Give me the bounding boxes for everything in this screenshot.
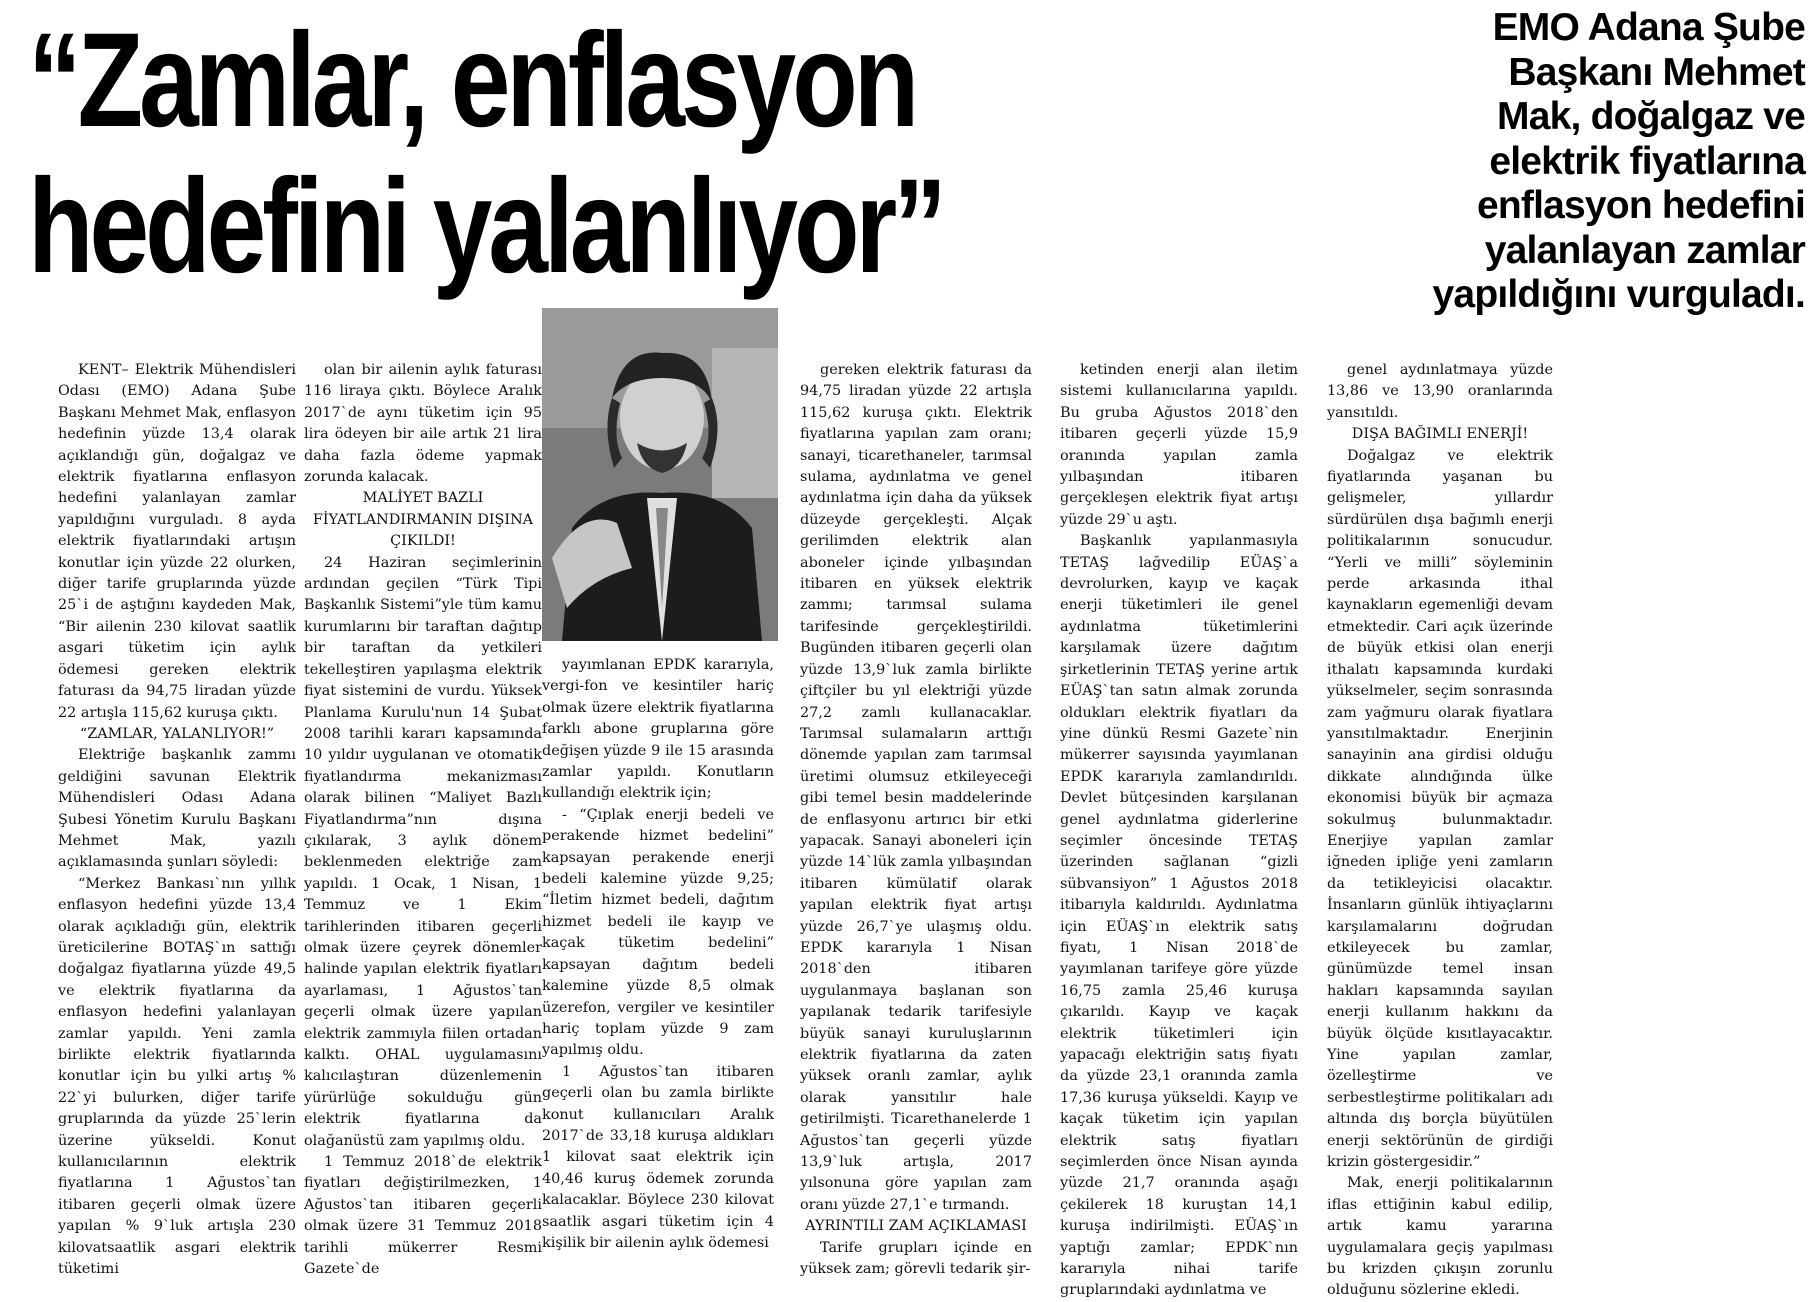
paragraph: Mak, enerji politikalarının iflas ettiğinin kabul edilip, artık kamu yararına uygulamalara geçiş yapılması bu krizden çıkışın zorunlu olduğunu sözlerine ekledi. [1327,1175,1553,1299]
paragraph: yayımlanan EPDK kararıyla, vergi-fon ve kesintiler hariç olmak üzere elektrik fiyatlarına farklı abone gruplarına göre değişen yüzde 9 ile 15 arasında zamlar yapıldı. Konutların kullandığı elektrik için; [542,657,774,802]
article-column-3 [542,655,774,1251]
portrait-photo-icon [542,308,778,641]
paragraph: Başkanlık yapılanmasıyla TETAŞ lağvedilip EÜAŞ`a devrolurken, kayıp ve kaçak enerji tüketimleri ile genel aydınlatma tüketimlerini karşılamak üzere dağıtım şirketlerinin TETAŞ yerine artık EÜAŞ`tan satın almak zorunda oldukları elektrik fiyatları da yine dünkü Resmi Gazete`nin mükerrer sayısında yayımlanan EPDK kararıyla zamlandırıldı. Devlet bütçesinden karşılanan genel aydınlatma giderlerine seçimler öncesinde TETAŞ üzerinden sağlanan “gizli sübvansiyon” 1 Ağustos 2018 itibarıyla kaldırıldı. Aydınlatma için EÜAŞ`ın elektrik satış fiyatı, 1 Nisan 2018`de yayımlanan tarifeye göre yüzde 16,75 zamla 25,46 kuruşa çıkarıldı. Kayıp ve kaçak elektrik tüketimleri için yapacağı elektriğin satış fiyatı da yüzde 23,1 oranında zamla 17,36 kuruşa yükseldi. Kayıp ve kaçak tüketim için yapılan elektrik satış fiyatları seçimlerden önce Nisan ayında yüzde 21,7 oranında aşağı çekilerek 18 kuruştan 14,1 kuruşa indirilmişti. EÜAŞ`ın yaptığı zamlar; EPDK`nın kararıyla nihai tarife gruplarındaki aydınlatma ve [1060,533,1298,1299]
paragraph: 1 Temmuz 2018`de elektrik fiyatları değiştirilmezken, 1 Ağustos`tan itibaren geçerli olmak üzere 31 Temmuz 2018 tarihli mükerrer Resmi Gazete`de [304,1154,542,1278]
paragraph: ketinden enerji alan iletim sistemi kullanıcılarına yapıldı. Bu gruba Ağustos 2018`den itibaren geçerli yüzde 15,9 oranında yapılan zamla yılbaşından itibaren gerçekleşen elektrik fiyat artışı yüzde 29`u aştı. [1060,362,1298,528]
headline-line-1: “Zamlar, enflasyon [28,6,916,155]
paragraph: Tarife grupları içinde en yüksek zam; görevli tedarik şir- [800,1239,1032,1278]
paragraph: genel aydınlatmaya yüzde 13,86 ve 13,90 oranlarında yansıtıldı. [1327,362,1553,421]
paragraph: 1 Ağustos`tan itibaren geçerli olan bu zamla birlikte konut kullanıcıları Aralık 2017`de 33,18 kuruşa aldıkları 1 kilovat saat elektrik için 40,46 kuruş ödemek zorunda kalacaklar. Böylece 230 kilovat saatlik asgari tüketim için 4 kişilik bir ailenin aylık ödemesi [542,1063,774,1251]
paragraph: gereken elektrik faturası da 94,75 liradan yüzde 22 artışla 115,62 kuruşa çıktı. Elektrik fiyatlarına yapılan zam oranı; sanayi, ticarethaneler, tarımsal sulama, aydınlatma ve genel aydınlatma için daha da yüksek düzeyde gerçekleşti. Alçak gerilimden elektrik alan aboneler içinde yılbaşından itibaren en yüksek elektrik zammı; tarımsal sulama tarifesinde gerçekleştirildi. Bugünden itibaren geçerli olan yüzde 13,9`luk zamla birlikte çiftçiler bu yıl elektriği yüzde 27,2 zamlı kullanacaklar. Tarımsal sulamaların arttığı dönemde yapılan zam tarımsal üretimi olumsuz etkileyeceği gibi temel besin maddelerinde de enflasyonu artırıcı bir etki yapacak. Sanayi aboneleri için yüzde 14`lük zamla yılbaşından itibaren kümülatif olarak yapılan elektrik fiyat artışı yüzde 26,7`ye ulaşmış oldu. EPDK kararıyla 1 Nisan 2018`den itibaren uygulanmaya başlanan son yapılanak tedarik tarifesiyle büyük sanayi kuruluşlarının elektrik fiyatlarına da zaten yüksek oranlı zamlar, aylık olarak yansıtılır hale getirilmişti. Ticarethanelerde 1 Ağustos`tan geçerli yüzde 13,9`luk artışla, 2017 yılsonuna göre yapılan zam oranı yüzde 27,1`e tırmandı. [800,362,1032,1213]
paragraph: - “Çıplak enerji bedeli ve perakende hizmet bedelini” kapsayan perakende enerji bedeli kalemine yüzde 9,25; “İletim hizmet bedeli, dağıtım hizmet bedeli ile kayıp ve kaçak tüketim bedelini” kapsayan dağıtım bedeli kalemine yüzde 8,5 olmak üzerefon, vergiler ve kesintiler hariç toplam yüzde 9 zam yapılmış oldu. [542,806,774,1059]
subheading: “ZAMLAR, YALANLIYOR!” [79,725,275,742]
article-column-5 [1060,360,1298,1299]
paragraph: Doğalgaz ve elektrik fiyatlarında yaşanan bu gelişmeler, yıllardır sürdürülen dışa bağımlı enerji politikalarının sonucudur. “Yerli ve milli” söyleminin perde arkasında ithal kaynakların egemenliği devam etmektedir. Cari açık üzerinde de büyük etkisi olan enerji ithalatı kapsamında kurdaki yükselmeler, seçim sonrasında zam yağmuru olarak fiyatlara yansıtılmaktadır. Enerjinin sanayinin ana girdisi olduğu dikkate alındığında ülke ekonomisi büyük bir açmaza sokulmuş bulunmaktadır. Enerjiye yapılan zamlar iğneden ipliğe yeni zamların da tetikleyicisi olacaktır. İnsanların günlük ihtiyaçlarını karşılamalarını doğrudan etkileyecek bu zamlar, günümüzde temel insan hakları kapsamında sayılan enerji kullanım hakkını da büyük ölçüde kısıtlayacaktır. Yine yapılan zamlar, özelleştirme ve serbestleştirme politikaları adı altında dış borçla büyütülen enerji sektörünün de girdiği krizin göstergesidir.” [1327,447,1553,1171]
deck-summary: EMO Adana Şube Başkanı Mehmet Mak, doğalgaz ve elektrik fiyatlarına enflasyon hedefini yalanlayan zamlar yapıldığını vurguladı. [1432,6,1805,316]
subheading: DIŞA BAĞIMLI ENERJİ! [1351,426,1529,443]
article-column-4 [800,360,1032,1278]
subheading: AYRINTILI ZAM AÇIKLAMASI [805,1218,1027,1235]
article-column-2 [304,360,542,1278]
paragraph: 24 Haziran seçimlerinin ardından geçilen “Türk Tipi Başkanlık Sistemi”yle tüm kamu kurumlarını bir taraftan dağıtıp bir taraftan da yetkileri tekelleştiren yapılaşma elektrik fiyat sistemini de vurdu. Yüksek Planlama Kurulu'nun 14 Şubat 2008 tarihli kararı kapsamında 10 yıldır uygulanan ve otomatik fiyatlandırma mekanizması olarak bilinen “Maliyet Bazlı Fiyatlandırma”nın dışına çıkılarak, 3 aylık dönem beklenmeden elektriğe zam yapıldı. 1 Ocak, 1 Nisan, 1 Temmuz ve 1 Ekim tarihlerinden itibaren geçerli olmak üzere çeyrek dönemler halinde yapılan elektrik fiyatları ayarlaması, 1 Ağustos`tan geçerli olmak üzere yapılan elektrik zammıyla fiilen ortadan kalktı. OHAL uygulamasını kalıcılaştıran düzenlemenin yürürlüğe sokulduğu gün elektrik fiyatlarına da olağanüstü zam yapılmış oldu. [304,554,542,1149]
headline-line-2: hedefini yalanlıyor” [28,152,943,301]
subheading: MALİYET BAZLI FİYATLANDIRMANIN DIŞINA ÇIKILDI! [312,490,534,550]
paragraph: olan bir ailenin aylık faturası 116 liraya çıktı. Böylece Aralık 2017`de aynı tüketim için 95 lira ödeyen bir aile artık 21 lira daha fazla ödeme yapmak zorunda kalacak. [304,362,542,486]
paragraph: KENT– Elektrik Mühendisleri Odası (EMO) Adana Şube Başkanı Mehmet Mak, enflasyon hedefinin yüzde 13,4 olarak açıklandığı gün, doğalgaz ve elektrik fiyatlarına enflasyon hedefini yalanlayan zamlar yapıldığını vurguladı. 8 ayda elektrik fiyatlarındaki artışın konutlar için yüzde 22 olurken, diğer tarife gruplarında yüzde 25`i de aştığını kaydeden Mak, “Bir ailenin 230 kilovat saatlik asgari tüketim için aylık ödemesi gereken elektrik faturası da 94,75 liradan yüzde 22 artışla 115,62 kuruşa çıktı. [58,362,296,721]
paragraph: “Merkez Bankası`nın yıllık enflasyon hedefini yüzde 13,4 olarak açıkladığı gün, elektrik üreticilerine BOTAŞ`ın sattığı doğalgaz fiyatlarına yüzde 49,5 ve elektrik fiyatlarına da enflasyon hedefini yalanlayan zamlar yapıldı. Yeni zamla birlikte elektrik fiyatlarında konutlar için bu yılki artış % 22`yi bulurken, diğer tarife gruplarında da yüzde 25`lerin üzerine yükseldi. Konut kullanıcılarının elektrik fiyatlarına 1 Ağustos`tan itibaren geçerli olmak üzere yapılan % 9`luk artışla 230 kilovatsaatlik asgari elektrik tüketimi [58,875,296,1278]
portrait-photo [542,308,778,641]
headline [28,8,1132,300]
paragraph: Elektriğe başkanlık zammı geldiğini savunan Elektrik Mühendisleri Odası Adana Şubesi Yönetim Kurulu Başkanı Mehmet Mak, yazılı açıklamasında şunları söyledi: [58,747,296,871]
article-column-1 [58,360,296,1278]
article-column-6 [1327,360,1553,1299]
